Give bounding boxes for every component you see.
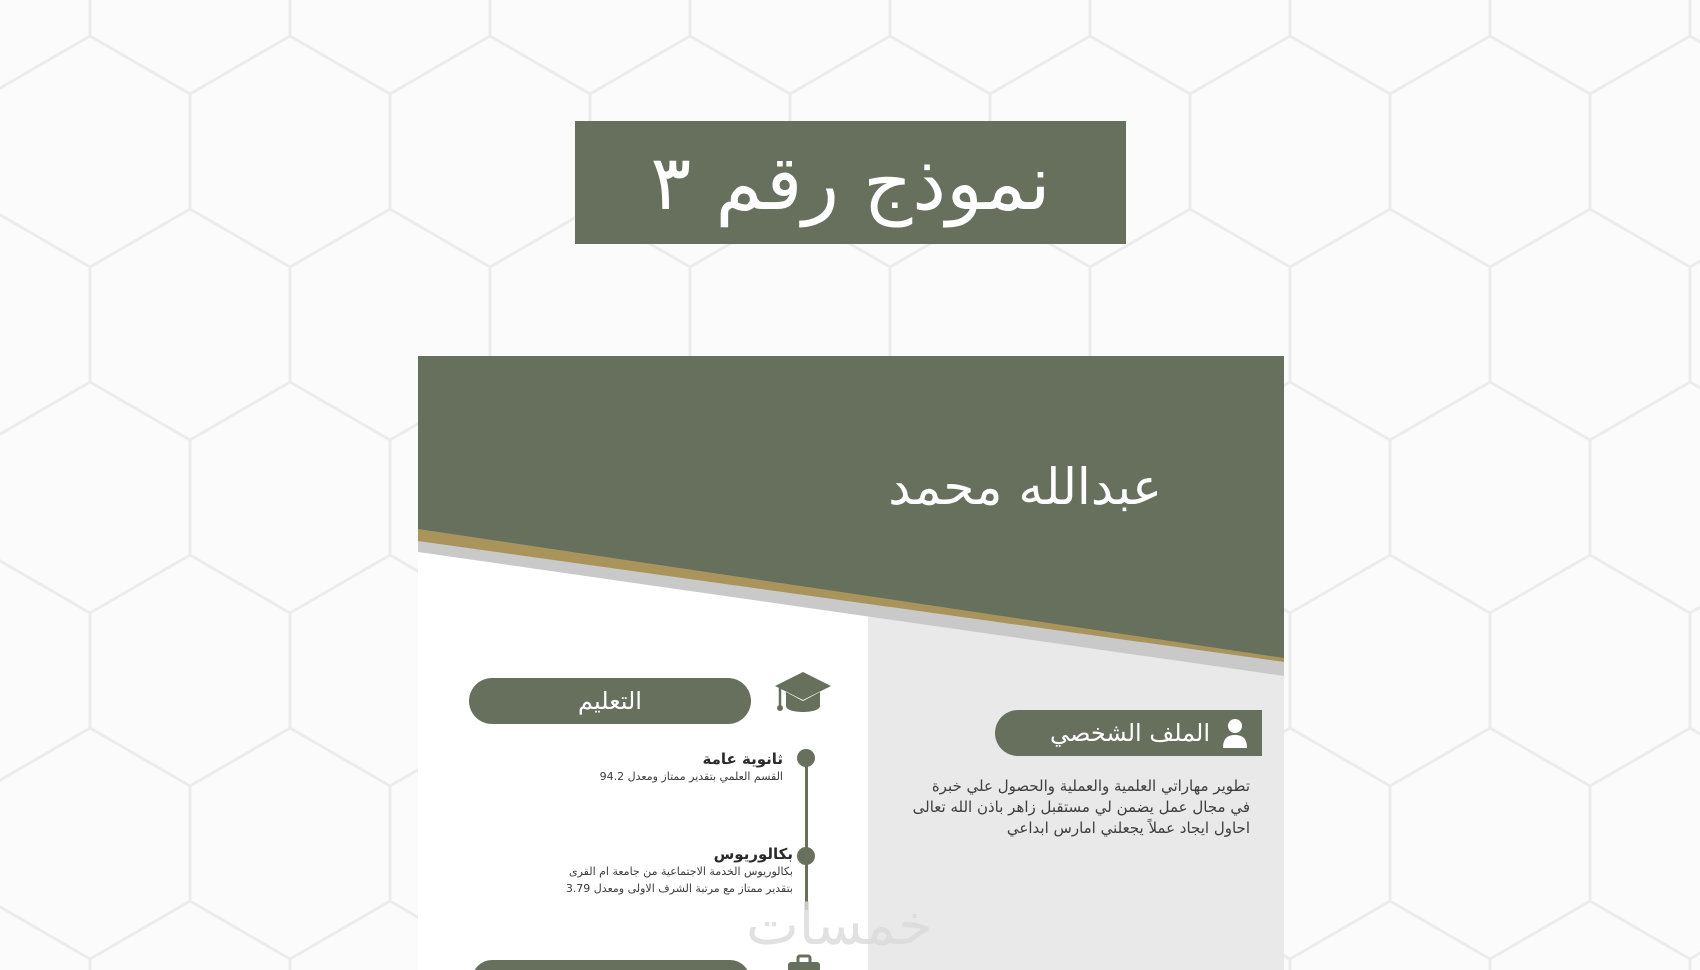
user-icon (1222, 717, 1248, 749)
profile-description (888, 776, 1250, 839)
banner-title: نموذج رقم ٣ (650, 137, 1051, 227)
education-item-line: بكالوريوس الخدمة الاجتماعية من جامعة ام القرى (568, 865, 793, 878)
education-item-line: القسم العلمي بتقدير ممتاز ومعدل 94.2 (599, 770, 783, 783)
cv-document (418, 356, 1284, 970)
profile-line: في مجال عمل يضمن لي مستقبل زاهر باذن الله تعالى (912, 798, 1250, 816)
title-banner (575, 121, 1126, 244)
timeline-line (805, 760, 808, 910)
graduation-cap-icon (774, 670, 832, 722)
cv-header-shapes (418, 356, 1284, 970)
profile-line: تطوير مهاراتي العلمية والعملية والحصول علي خبرة (931, 777, 1250, 795)
next-section-header (472, 960, 750, 970)
profile-label: الملف الشخصي (1050, 719, 1210, 747)
education-header (469, 678, 751, 724)
education-item (566, 845, 793, 897)
education-item-line: بتقدير ممتاز مع مرتبة الشرف الاولى ومعدل 3.79 (565, 882, 793, 895)
watermark: خمسات (746, 893, 933, 958)
education-label: التعليم (578, 687, 642, 715)
education-item-title: ثانوية عامة (702, 750, 783, 768)
timeline-dot (797, 749, 815, 767)
profile-line: احاول ايجاد عملاً يجعلني امارس ابداعي (1006, 819, 1250, 837)
profile-header (995, 710, 1262, 756)
cv-name: عبدالله محمد (888, 458, 1162, 516)
education-item-title: بكالوريوس (713, 845, 793, 863)
education-item (600, 750, 783, 785)
timeline-dot (797, 847, 815, 865)
